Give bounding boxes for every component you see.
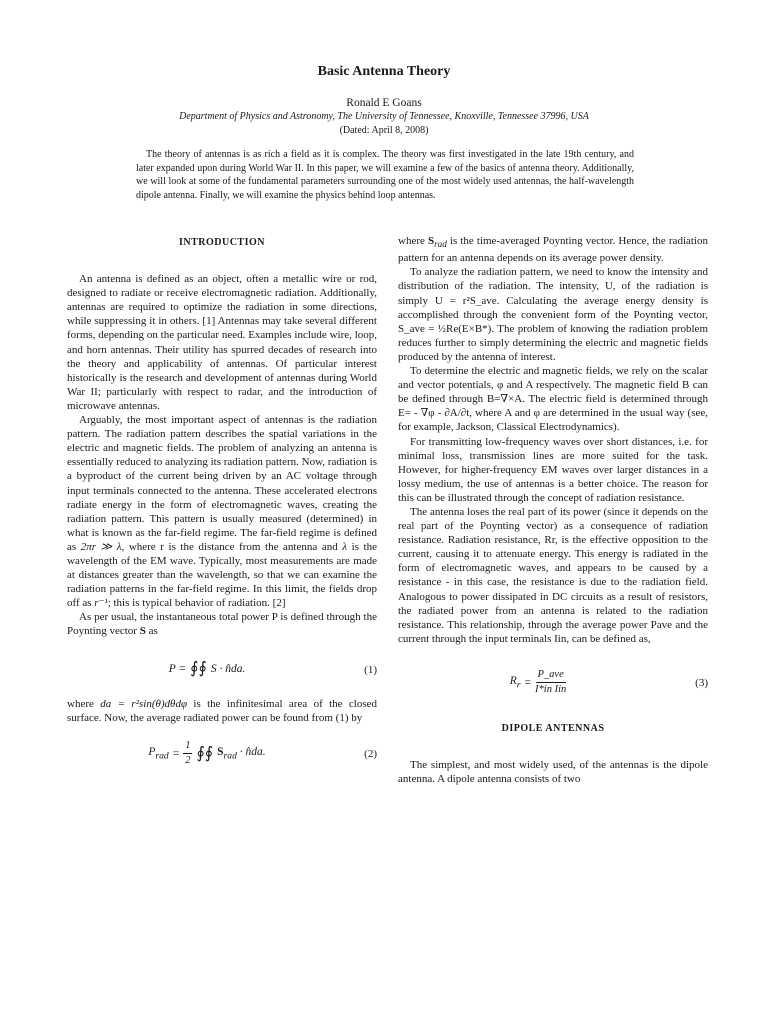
equation-number: (1) xyxy=(364,663,377,676)
fraction-denominator: I*in Iin xyxy=(535,684,567,696)
equation-lhs: P = xyxy=(168,663,187,676)
fraction xyxy=(535,669,566,696)
equation-subscript: rad xyxy=(223,749,237,761)
equation-subscript: rad xyxy=(155,749,169,761)
inline-math: r⁻¹ xyxy=(94,597,108,610)
equals-sign: = xyxy=(524,676,532,689)
paragraph: For transmitting low-frequency waves over short distances, i.e. for minimal loss, transmission lines are more suited for the task. However, for higher-frequency EM waves over larger distances in a lossy medium, the use of antennas is a better choice. The reason for this can be illustrated through the concept of radiation resistance. xyxy=(398,435,708,504)
author-name: Ronald E Goans xyxy=(346,97,422,109)
paragraph-text: Arguably, the most important aspect of antennas is the radiation pattern. The radiation pattern describes the spatial variations in the electric and magnetic fields. The problem of analyzing an antenna is essentially reduced to analyzing its radiation pattern. Now, radiation is a byproduct of the current being driven by an AC voltage through input terminals connected to the antenna. These accelerated electrons radiate energy in the form of electromagnetic waves, creating the radiation pattern. This pattern is usually measured (determined) in what is known as the far-field regime. The far-field regime is defined as xyxy=(67,414,377,553)
equation-rhs xyxy=(217,745,265,763)
inline-math: λ xyxy=(342,540,348,553)
affiliation: Department of Physics and Astronomy, The University of Tennessee, Knoxville, Tennessee 37996, USA xyxy=(179,111,589,122)
paragraph xyxy=(67,610,377,638)
inline-math: S xyxy=(427,235,435,247)
fraction xyxy=(183,740,192,767)
date-line: (Dated: April 8, 2008) xyxy=(339,125,429,136)
equation-symbol: S xyxy=(217,745,224,758)
paragraph-text: As per usual, the instantaneous total power P is defined through the Poynting vector xyxy=(67,611,377,638)
equation-subscript: r xyxy=(516,679,521,690)
section-heading-dipole: DIPOLE ANTENNAS xyxy=(501,722,605,734)
fraction-numerator: 1 xyxy=(183,740,192,754)
paper-title: Basic Antenna Theory xyxy=(317,64,451,79)
equation-1 xyxy=(67,655,377,685)
paragraph-text: ; this is typical behavior of radiation. [2] xyxy=(107,597,286,610)
equals-sign: = xyxy=(172,747,180,760)
integral-symbol: ∮∮ xyxy=(196,744,214,762)
paragraph xyxy=(67,413,377,610)
equation-rhs: S · n̂da. xyxy=(210,663,246,676)
paragraph: An antenna is defined as an object, often a metallic wire or rod, designed to radiate or receive electromagnetic radiation. Additionally, antennas are required to optimize the radiation in some directions, while suppressing it in others. [1] Antennas may take several different forms, depending on the particular need. Examples include wire, loop, and horn antennas. Their utility has spurred decades of research into the theory and applicability of antennas. Of particular interest historically is the research and development of antennas during World War II; particularly with respect to radar, and the introduction of microwave antennas. xyxy=(67,273,377,412)
equation-symbol: R xyxy=(509,674,517,687)
equation-3 xyxy=(398,660,708,706)
paragraph-text: is the wavelength of the EM wave. Typically, most measurements are made at distances greater than the wavelength, so that we can examine the radiation patterns in the far-field regime. In this limit, the fields drop off as xyxy=(67,540,377,610)
paragraph-text: where xyxy=(398,235,428,247)
equation-2 xyxy=(67,731,377,777)
right-column xyxy=(398,234,708,786)
inline-math: da = r²sin(θ)dθdφ xyxy=(100,697,188,710)
paragraph-text: is the time-averaged Poynting vector. Hence, the radiation pattern for an antenna depends on its average power density. xyxy=(398,235,708,265)
paragraph: To determine the electric and magnetic fields, we rely on the scalar and vector potentials, φ and A respectively. The magnetic field B can be defined through B=∇×A. The electric field is determined through E= - ∇φ - ∂A/∂t, where A and φ are determined in the usual way (see, for example, Jackson, Classical Electrodynamics). xyxy=(398,365,708,434)
inline-math: S xyxy=(139,625,146,638)
equation-lhs xyxy=(510,674,521,692)
paragraph xyxy=(398,234,708,265)
paragraph xyxy=(67,697,377,725)
equation-number: (3) xyxy=(695,676,708,689)
paragraph-text: where xyxy=(67,697,101,710)
inline-math-subscript: rad xyxy=(434,239,447,250)
inline-math: 2πr ≫ λ xyxy=(80,540,122,553)
paragraph: To analyze the radiation pattern, we need to know the intensity and distribution of the radiation. The intensity, U, of the radiation is simply U = r²S_ave. Calculating the average energy density is accomplished through the convenient form of the Poynting vector, S_ave = ½Re(E×B*). The problem of knowing the radiation problem reduces further to simply determining the electric and magnetic fields produced by the antenna of interest. xyxy=(398,266,708,363)
paragraph: The simplest, and most widely used, of the antennas is the dipole antenna. A dipole antenna consists of two xyxy=(398,759,708,786)
left-column xyxy=(67,232,377,777)
integral-symbol: ∮∮ xyxy=(190,660,207,678)
fraction-denominator: 2 xyxy=(185,755,191,767)
equation-symbol: P xyxy=(148,745,156,758)
paragraph-text: , where r is the distance from the antenna and xyxy=(121,540,343,553)
abstract: The theory of antennas is as rich a field as it is complex. The theory was first investigated in the late 19th century, and later expanded upon during World War II. In this paper, we will examine a few of the basics of antenna theory. Additionally, we will look at some of the fundamental parameters surrounding one of the most widely used antennas, the half-wavelength dipole antenna. Finally, we will examine the physics behind loop antennas. xyxy=(136,149,634,201)
paragraph: The antenna loses the real part of its power (since it depends on the real part of the Poynting vector) as a consequence of radiation resistance. Radiation resistance, Rr, is the effective opposition to the current, causing it to attenuate energy. This energy is radiated in the form of electromagnetic waves, and appears to be caused by a resistance - in this case, the resistance is due to the radiation field. Analogous to power dissipated in DC circuits as a result of resistors, the radiated power from an antenna is related to the radiation resistance. This relationship, through the average power Pave and the current through the input terminals Iin, can be defined as, xyxy=(398,505,708,645)
equation-rhs-tail: · n̂da. xyxy=(239,745,266,758)
paragraph-text: as xyxy=(145,625,158,638)
paragraph-text: is the infinitesimal area of the closed surface. Now, the average radiated power can be found from (1) by xyxy=(67,697,378,724)
equation-lhs xyxy=(148,745,168,763)
fraction-numerator: P_ave xyxy=(536,669,566,683)
equation-number: (2) xyxy=(364,747,377,760)
section-heading-introduction: INTRODUCTION xyxy=(178,237,265,248)
